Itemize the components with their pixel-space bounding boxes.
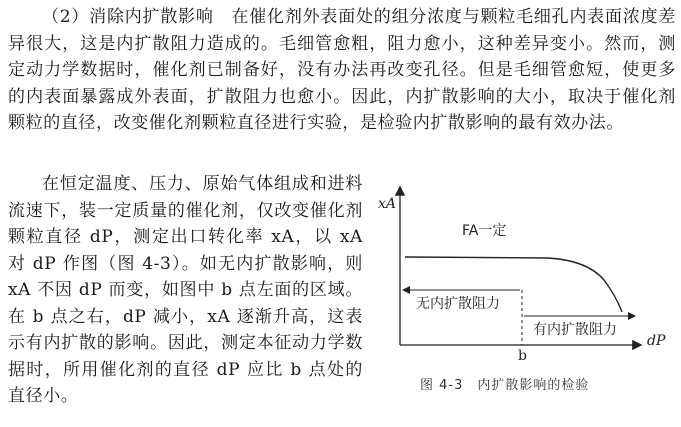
paragraph-1: （2）消除内扩散影响 在催化剂外表面处的组分浓度与颗粒毛细孔内表面浓度差异很大，这是内扩散阻力造成的。毛细管愈粗，阻力愈小，这种差异变小。然而，测定动力学数据时，催化剂已制备好，没有办法再改变孔径。但是毛细管愈短，使更多的内表面暴露成外表面，扩散阻力也愈小。因此，内扩散影响的大小，取决于催化剂颗粒的直径，改变催化剂颗粒直径进行实验，是检验内扩散影响的最有效办法。 — [8, 7, 676, 133]
y-axis-label: xA — [378, 196, 397, 212]
figure-caption: 图 4-3 内扩散影响的检验 — [420, 378, 590, 393]
left-region-label: 无内扩散阻力 — [416, 296, 500, 312]
right-region-label: 有内扩散阻力 — [533, 322, 617, 338]
condition-label: FA一定 — [462, 223, 507, 239]
figure-4-3 — [372, 180, 677, 395]
paragraph-2: 在恒定温度、压力、原始气体组成和进料流速下，装一定质量的催化剂，仅改变催化剂颗粒直径 dP，测定出口转化率 xA，以 xA 对 dP 作图（图 4-3）。如无内扩散影响，则 xA 不因 dP 而变，如图中 b 点左面的区域。在 b 点之右，dP 减小，xA 逐渐升高，这表示有内扩散的影响。因此，测定本征动力学数据时，所用催化剂的直径 dP 应比 b 点处的直径小。 — [8, 174, 363, 406]
x-axis-label: dP — [647, 333, 666, 349]
point-b-label: b — [518, 348, 527, 364]
